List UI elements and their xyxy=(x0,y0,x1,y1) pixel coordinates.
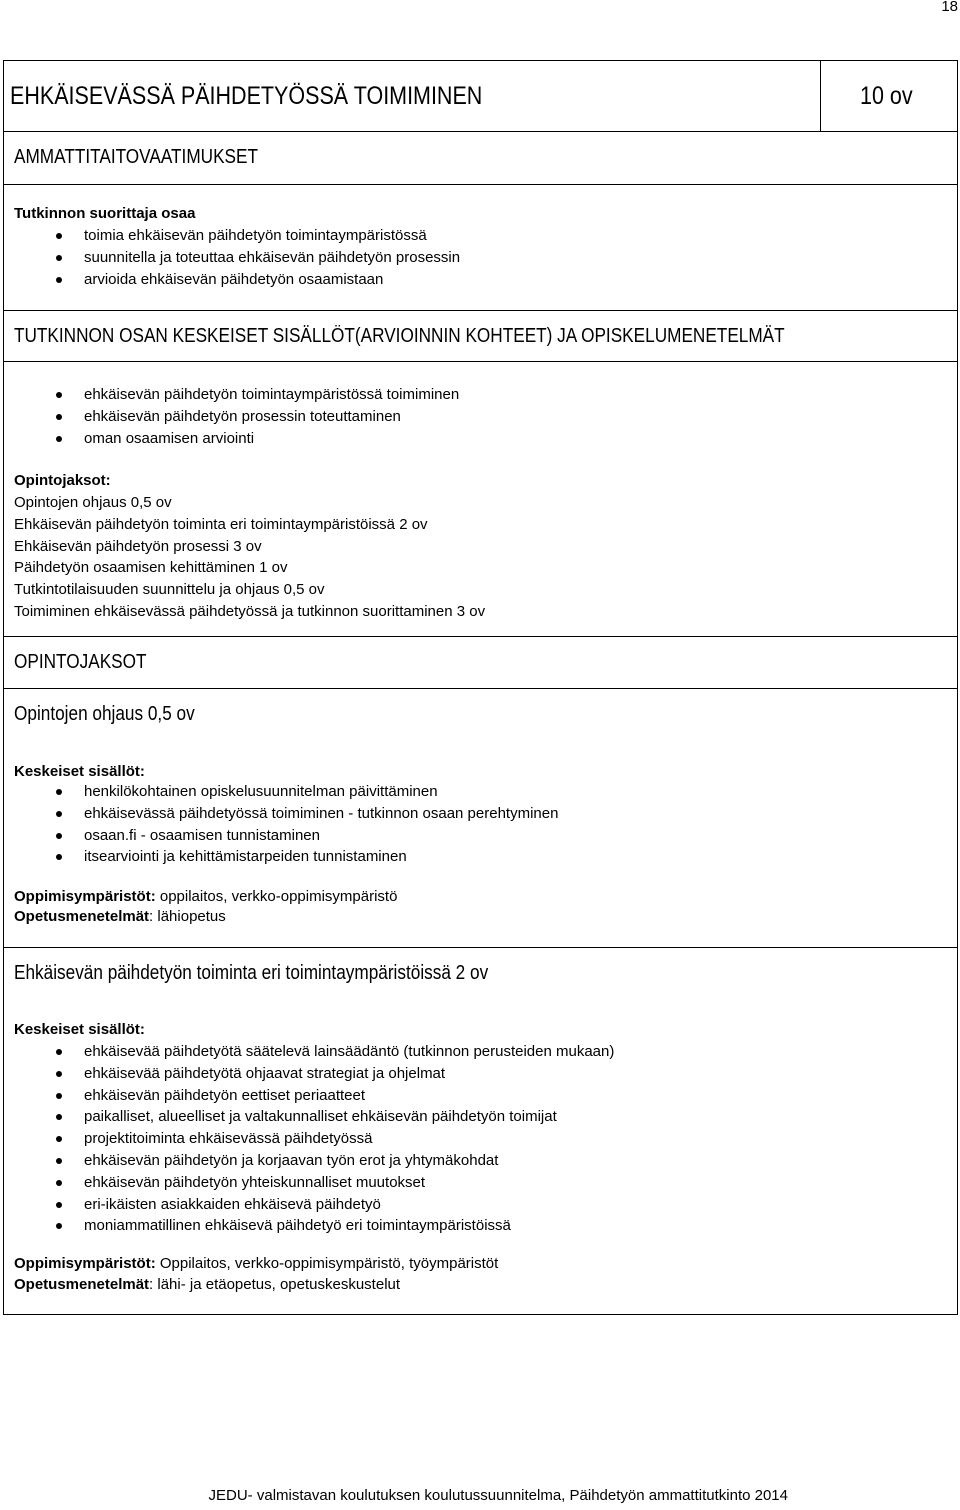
row-divider xyxy=(4,688,957,689)
requirements-subheading: Tutkinnon suorittaja osaa xyxy=(14,205,196,222)
title-divider xyxy=(820,61,821,131)
module-title: EHKÄISEVÄSSÄ PÄIHDETYÖSSÄ TOIMIMINEN xyxy=(10,82,483,110)
list-item: ehkäisevän päihdetyön yhteiskunnalliset muutokset xyxy=(14,1172,614,1194)
list-item: moniammatillinen ehkäisevä päihdetyö eri toimintaympäristöissä xyxy=(14,1215,614,1237)
list-item: suunnitella ja toteuttaa ehkäisevän päihdetyön prosessin xyxy=(14,247,460,269)
method-label: Opetusmenetelmät xyxy=(14,1276,150,1293)
method-label: Opetusmenetelmät xyxy=(14,908,150,925)
list-item: henkilökohtainen opiskelusuunnitelman päivittäminen xyxy=(14,781,558,803)
unit2-key-label: Keskeiset sisällöt: xyxy=(14,1021,145,1038)
list-item: arvioida ehkäisevän päihdetyön osaamistaan xyxy=(14,269,460,291)
units-heading: OPINTOJAKSOT xyxy=(14,651,147,673)
page-number: 18 xyxy=(941,0,958,15)
list-item: osaan.fi - osaamisen tunnistaminen xyxy=(14,825,558,847)
env-value: Oppilaitos, verkko-oppimisympäristö, työympäristöt xyxy=(155,1255,499,1272)
list-item: ehkäisevässä päihdetyössä toimiminen - tutkinnon osaan perehtyminen xyxy=(14,803,558,825)
list-item: projektitoiminta ehkäisevässä päihdetyössä xyxy=(14,1128,614,1150)
unit2-title: Ehkäisevän päihdetyön toiminta eri toimintaympäristöissä 2 ov xyxy=(14,962,489,984)
requirements-heading: AMMATTITAITOVAATIMUKSET xyxy=(14,146,258,168)
unit1-methods xyxy=(14,906,226,928)
method-value: : lähi- ja etäopetus, opetuskeskustelut xyxy=(149,1276,401,1293)
study-unit: Toimiminen ehkäisevässä päihdetyössä ja tutkinnon suorittaminen 3 ov xyxy=(14,602,486,620)
contents-list xyxy=(14,384,459,449)
list-item: ehkäisevän päihdetyön eettiset periaatteet xyxy=(14,1085,614,1107)
list-item: ehkäisevän päihdetyön toimintaympäristössä toimiminen xyxy=(14,384,459,406)
study-unit: Opintojen ohjaus 0,5 ov xyxy=(14,494,172,511)
unit2-methods xyxy=(14,1274,400,1296)
study-unit: Ehkäisevän päihdetyön toiminta eri toimintaympäristöissä 2 ov xyxy=(14,515,428,533)
row-divider xyxy=(4,947,957,948)
unit1-list xyxy=(14,781,558,868)
contents-heading: TUTKINNON OSAN KESKEISET SISÄLLÖT(ARVIOINNIN KOHTEET) JA OPISKELUMENETELMÄT xyxy=(14,325,785,347)
study-unit: Tutkintotilaisuuden suunnittelu ja ohjaus 0,5 ov xyxy=(14,581,325,599)
env-label: Oppimisympäristöt: xyxy=(14,888,156,905)
method-value: : lähiopetus xyxy=(149,908,226,925)
row-divider xyxy=(4,131,957,132)
unit2-environment xyxy=(14,1253,498,1275)
unit1-key-label: Keskeiset sisällöt: xyxy=(14,763,145,780)
row-divider xyxy=(4,310,957,311)
env-value: oppilaitos, verkko-oppimisympäristö xyxy=(155,888,398,905)
list-item: oman osaamisen arviointi xyxy=(14,428,459,450)
list-item: paikalliset, alueelliset ja valtakunnalliset ehkäisevän päihdetyön toimijat xyxy=(14,1106,614,1128)
row-divider xyxy=(4,636,957,637)
module-credits: 10 ov xyxy=(860,82,913,110)
unit1-title: Opintojen ohjaus 0,5 ov xyxy=(14,703,195,725)
study-units-label: Opintojaksot: xyxy=(14,472,111,489)
list-item: ehkäisevän päihdetyön prosessin toteuttaminen xyxy=(14,406,459,428)
study-unit: Ehkäisevän päihdetyön prosessi 3 ov xyxy=(14,537,262,555)
row-divider xyxy=(4,361,957,362)
page-footer xyxy=(0,1487,960,1504)
study-units-list xyxy=(14,492,485,623)
study-unit: Päihdetyön osaamisen kehittäminen 1 ov xyxy=(14,559,288,577)
requirements-list xyxy=(14,225,460,290)
footer-text: JEDU- valmistavan koulutuksen koulutussuunnitelma, Päihdetyön ammattitutkinto 2014 xyxy=(208,1487,788,1504)
row-divider xyxy=(4,184,957,185)
env-label: Oppimisympäristöt: xyxy=(14,1255,156,1272)
unit1-environment xyxy=(14,886,397,908)
unit2-list xyxy=(14,1041,614,1237)
list-item: ehkäisevän päihdetyön ja korjaavan työn erot ja yhtymäkohdat xyxy=(14,1150,614,1172)
list-item: itsearviointi ja kehittämistarpeiden tunnistaminen xyxy=(14,846,558,868)
list-item: eri-ikäisten asiakkaiden ehkäisevä päihdetyö xyxy=(14,1194,614,1216)
list-item: ehkäisevää päihdetyötä ohjaavat strategiat ja ohjelmat xyxy=(14,1063,614,1085)
list-item: toimia ehkäisevän päihdetyön toimintaympäristössä xyxy=(14,225,460,247)
list-item: ehkäisevää päihdetyötä säätelevä lainsäädäntö (tutkinnon perusteiden mukaan) xyxy=(14,1041,614,1063)
